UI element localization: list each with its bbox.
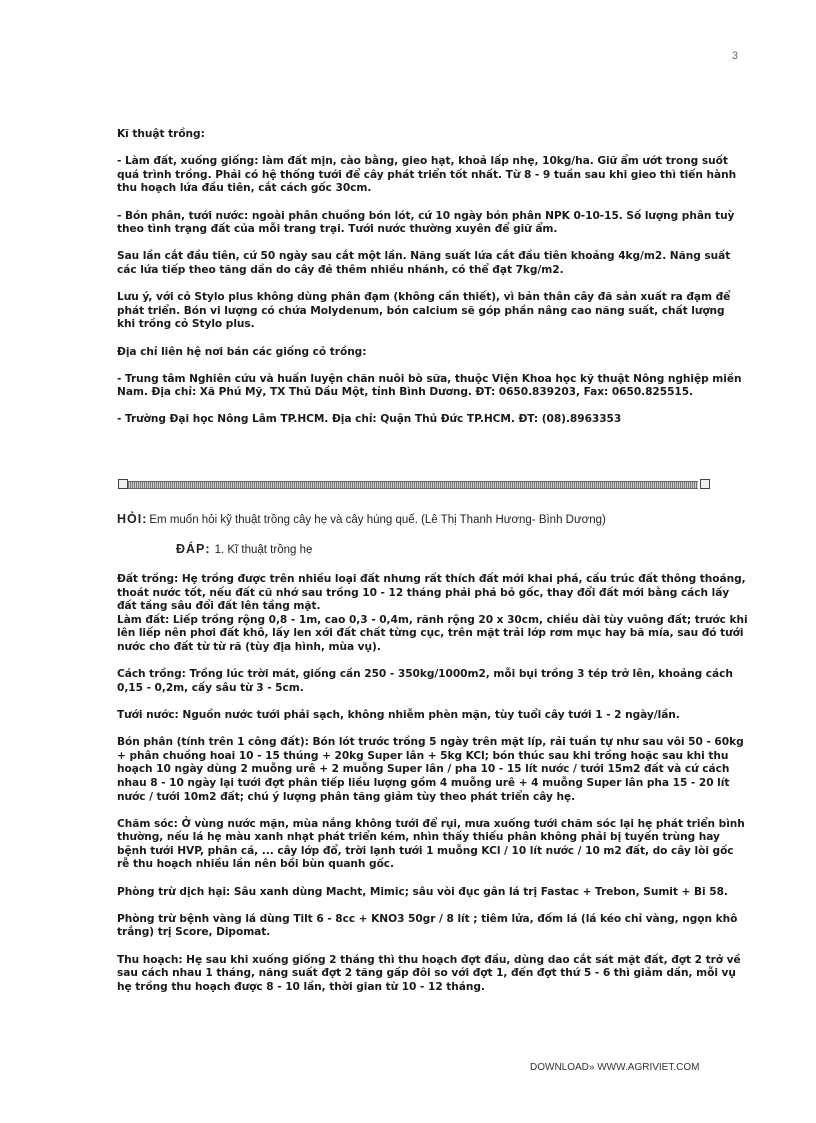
paragraph-harvest-cycle: Sau lần cắt đầu tiên, cứ 50 ngày sau cắt một lần. Năng suất lứa cắt đầu tiên khoảng 4kg/m2. Năng suất các lứa tiếp theo tăng dần do cây đẻ thêm nhiều nhánh, có thể đạt 7kg/m2. bbox=[117, 250, 731, 276]
qa-question bbox=[117, 512, 757, 526]
paragraph-contact-university: - Trường Đại học Nông Lâm TP.HCM. Địa chỉ: Quận Thủ Đức TP.HCM. ĐT: (08).8963353 bbox=[117, 413, 622, 426]
footer-download-link[interactable]: DOWNLOAD» WWW.AGRIVIET.COM bbox=[530, 1062, 700, 1073]
divider-right-cap bbox=[700, 479, 710, 489]
paragraph-disease-control: Phòng trừ bệnh vàng lá dùng Tilt 6 - 8cc + KNO3 50gr / 8 lít ; tiêm lửa, đốm lá (lá kéo chỉ vàng, ngọn khô trắng) trị Score, Dipomat. bbox=[117, 912, 738, 939]
paragraph-planting: Cách trồng: Trồng lúc trời mát, giống cần 250 - 350kg/1000m2, mỗi bụi trồng 3 tép trở lên, khoảng cách 0,15 - 0,2m, cấy sâu từ 3 - 5cm. bbox=[117, 668, 733, 694]
paragraph-watering: Tưới nước: Nguồn nước tưới phải sạch, không nhiễm phèn mặn, tùy tuổi cây tưới 1 - 2 ngày/lần. bbox=[117, 708, 680, 721]
section-heading: Kĩ thuật trồng: bbox=[117, 128, 205, 140]
paragraph-harvest: Thu hoạch: Hẹ sau khi xuống giống 2 tháng thì thu hoạch đợt đầu, dùng dao cắt sát mặt đất, đợt 2 trở về sau cách nhau 1 tháng, năng suất đợt 2 tăng gấp đôi so với đợt 1, đến đợt thứ 5 - 6 thì giảm dần, mỗi vụ hẹ trồng thu hoạch được 8 - 10 lần, thời gian từ 10 - 12 tháng. bbox=[117, 953, 741, 993]
question-text: Em muốn hỏi kỹ thuật trồng cây hẹ và cây húng quế. (Lê Thị Thanh Hương- Bình Dương) bbox=[149, 514, 606, 526]
section-chive-technique bbox=[117, 573, 749, 994]
answer-label: ĐÁP: bbox=[176, 542, 211, 556]
paragraph-fertilizing: - Bón phân, tưới nước: ngoài phân chuồng bón lót, cứ 10 ngày bón phân NPK 0-10-15. Số lượng phân tuỳ theo tình trạng đất của mỗi trang trại. Tưới nước thường xuyên để giữ ẩm. bbox=[117, 209, 735, 236]
paragraph-contact-heading: Địa chỉ liên hệ nơi bán các giống cỏ trồng: bbox=[117, 345, 367, 358]
answer-text: 1. Kĩ thuật trồng hẹ bbox=[214, 544, 313, 556]
paragraph-note-stylo: Lưu ý, với cỏ Stylo plus không dùng phân đạm (không cần thiết), vì bản thân cây đã sản xuất ra đạm để phát triển. Bón vi lượng có chứa Molydenum, bón calcium sẽ góp phần nâng cao năng suất, chất lượng khi trồng cỏ Stylo plus. bbox=[117, 291, 731, 331]
paragraph-contact-center: - Trung tâm Nghiên cứu và huấn luyện chăn nuôi bò sữa, thuộc Viện Khoa học kỹ thuật Nông nghiệp miền Nam. Địa chỉ: Xã Phú Mỹ, TX Thủ Dầu Một, tỉnh Bình Dương. ĐT: 0650.839203, Fax: 0650.825515. bbox=[117, 372, 742, 399]
question-label: HỎI: bbox=[117, 512, 148, 526]
qa-answer bbox=[176, 542, 312, 556]
paragraph-pest-control: Phòng trừ dịch hại: Sâu xanh dùng Macht, Mimic; sâu vòi đục gân lá trị Fastac + Trebon, Sumit + Bi 58. bbox=[117, 885, 728, 898]
paragraph-land-prep: Làm đất: Liếp trồng rộng 0,8 - 1m, cao 0,3 - 0,4m, rãnh rộng 20 x 30cm, chiều dài tùy vuông đất; trước khi lên liếp nên phơi đất khô, lấy len xới đất chất từng cục, trên mặt trải lớp rơm mục hay bã mía, sau đó tưới nước cho đất từ từ rã (tùy địa hình, mùa vụ). bbox=[117, 613, 748, 653]
decorative-divider bbox=[118, 478, 710, 491]
divider-bar bbox=[128, 481, 698, 489]
divider-left-cap bbox=[118, 479, 128, 489]
paragraph-soil-prep: - Làm đất, xuống giống: làm đất mịn, cào bằng, gieo hạt, khoả lấp nhẹ, 10kg/ha. Giữ ẩm ướt trong suốt quá trình trồng. Phải có hệ thống tưới để cây phát triển tốt nhất. Từ 8 - 9 tuần sau khi gieo thì tiến hành thu hoạch lứa đầu tiên, cắt cách gốc 30cm. bbox=[117, 155, 737, 195]
section-cultivation-technique bbox=[117, 128, 742, 427]
paragraph-fertilizer: Bón phân (tính trên 1 công đất): Bón lót trước trồng 5 ngày trên mặt líp, rải tuần tự như sau vôi 50 - 60kg + phân chuồng hoai 10 - 15 thúng + 20kg Super lân + 5kg KCl; bón thúc sau khi trồng hoặc sau khi thu hoạch 10 ngày dùng 2 muỗng urê + 2 muỗng Super lân / pha 10 - 15 lít nước / tưới 15m2 đất và cứ cách nhau 8 - 10 ngày lại tưới đợt phân tiếp liều lượng gồm 4 muỗng urê + 4 muỗng Super lân pha 15 - 20 lít nước / tưới 10m2 đất; chú ý lượng phân tăng giảm tùy theo phát triển cây hẹ. bbox=[117, 736, 744, 803]
paragraph-care: Chăm sóc: Ở vùng nước mặn, mùa nắng không tưới để rụi, mưa xuống tưới chăm sóc lại hẹ phát triển bình thường, nếu lá hẹ màu xanh nhạt phát triển kém, nhìn thấy thiếu phân không phải bị tuyến trùng hay bệnh tưới HVP, phân cá, ... cây lớp đổ, trời lạnh tưới 1 muỗng KCl / 10 lít nước / 10 m2 đất, do cây lòi gốc rễ thu hoạch nhiều lần nên bồi bùn quanh gốc. bbox=[117, 817, 745, 871]
paragraph-soil: Đất trồng: Hẹ trồng được trên nhiều loại đất nhưng rất thích đất mới khai phá, cấu trúc đất thông thoáng, thoát nước tốt, nếu đất cũ nhớ sau trồng 10 - 12 tháng phải phá bỏ gốc, thay đổi đất mới bằng cách lấy đất tầng sâu đổi đất lên tầng mặt. bbox=[117, 573, 746, 613]
page-number: 3 bbox=[731, 50, 738, 62]
